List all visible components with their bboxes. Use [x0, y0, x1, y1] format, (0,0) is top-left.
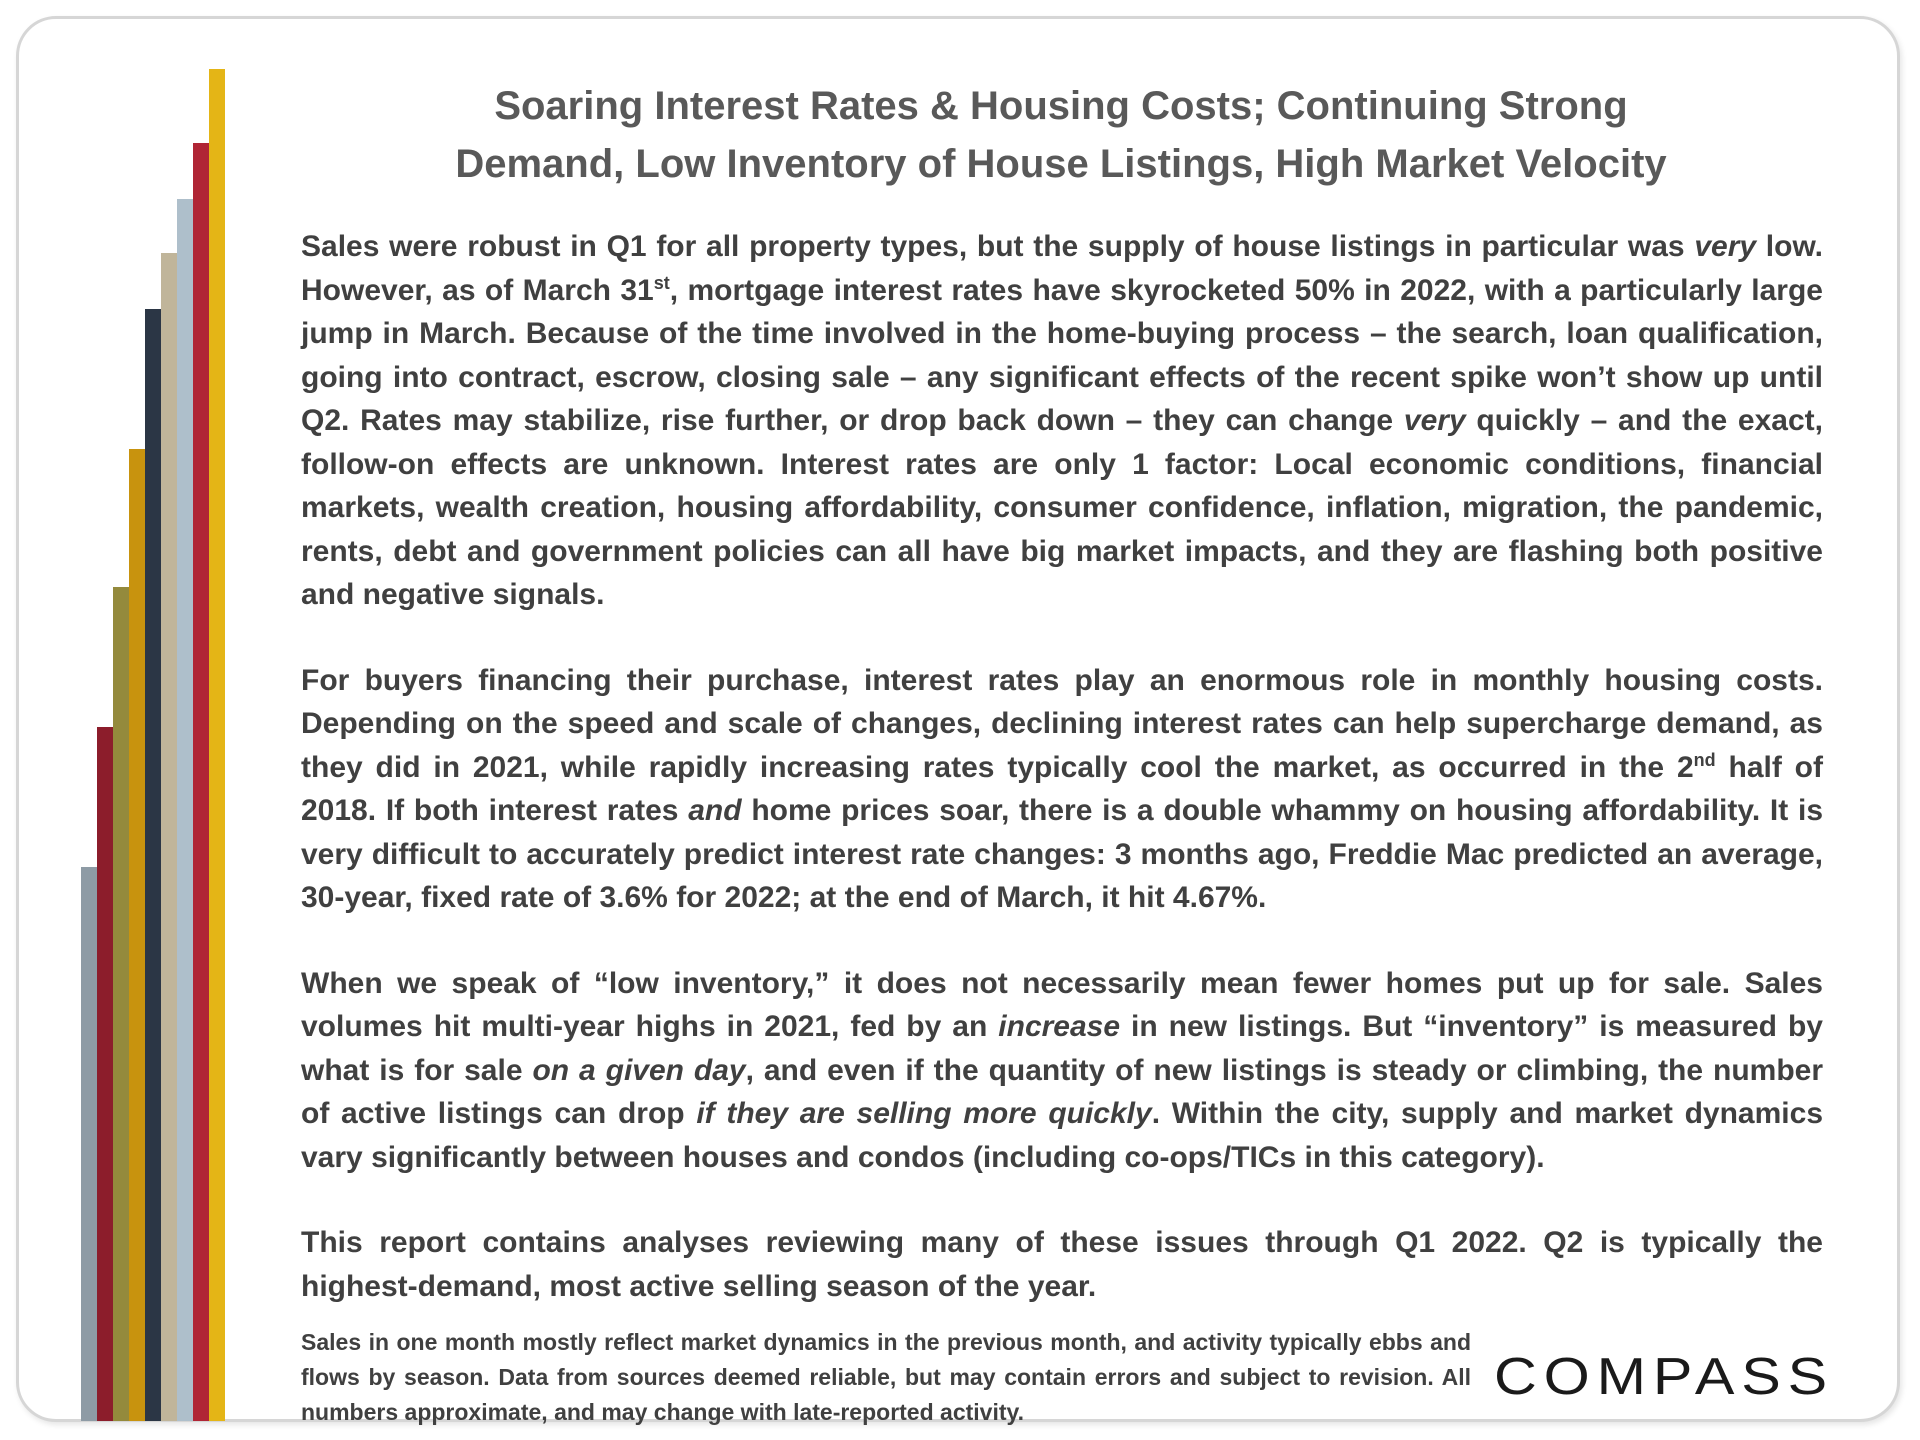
p2-text-3: home prices soar, there is a double whammy on housing affordability. It is very difficult to accurately predict interest rate changes: 3 months ago, Freddie Mac predicted an average, 30-year, fixed rate of 3.6% for 2022; at the end of March, it hit 4.67%. [301, 794, 1824, 914]
p1-text-3: , mortgage interest rates have skyrocketed 50% in 2022, with a particularly large jump in March. Because of the time involved in the home-buying process – the search, loan qualification, going into contract, escrow, closing sale – any significant effects of the recent spike won’t show up until Q2. Rates may stabilize, rise further, or drop back down – they can change [301, 273, 1823, 437]
decor-bar-6 [161, 253, 177, 1421]
paragraph-buyers-financing [301, 659, 1823, 920]
p2-text-1: For buyers financing their purchase, interest rates play an enormous role in monthly housing costs. Depending on the speed and scale of changes, declining interest rates can help supercharge demand, as they did in 2021, while rapidly increasing rates typically cool the market, as occurred in the 2 [301, 663, 1823, 784]
decor-bar-4 [129, 449, 145, 1421]
p2-superscript: nd [1693, 749, 1716, 770]
decor-bar-7 [177, 199, 193, 1421]
decor-bar-8 [193, 143, 209, 1421]
p3-emphasis-1: increase [998, 1010, 1121, 1043]
footnote-disclaimer: Sales in one month mostly reflect market dynamics in the previous month, and activity typically ebbs and flows by season. Data from sources deemed reliable, but may contain errors and subject to revision. All numbers approximate, and may change with late-reported activity. [301, 1329, 1471, 1425]
content-card [16, 16, 1900, 1425]
p2-emphasis: and [688, 794, 742, 827]
body-text [301, 225, 1823, 1350]
p1-emphasis-2: very [1403, 404, 1466, 437]
decor-bar-5 [145, 309, 161, 1421]
decor-bar-9 [209, 69, 225, 1421]
title-line-1: Soaring Interest Rates & Housing Costs; Continuing Strong [494, 84, 1628, 128]
p1-text-2: low. However, as of March 31 [301, 230, 1823, 307]
title-line-2: Demand, Low Inventory of House Listings, High Market Velocity [455, 142, 1667, 186]
paragraph-low-inventory [301, 962, 1823, 1180]
p1-emphasis-1: very [1694, 230, 1757, 263]
p3-emphasis-3: if they are selling more quickly [696, 1097, 1152, 1130]
compass-logo [1489, 1345, 1839, 1405]
compass-logo-text: COMPASS [1494, 1348, 1834, 1405]
decorative-bars [81, 19, 261, 1421]
p3-text-2: in new listings. But “inventory” is measured by what is for sale [301, 1010, 1823, 1087]
decor-bar-3 [113, 587, 129, 1421]
p1-text-1: Sales were robust in Q1 for all property types, but the supply of house listings in particular was [301, 230, 1685, 263]
paragraph-sales-robust [301, 225, 1823, 617]
decor-bar-2 [97, 727, 113, 1421]
p1-superscript: st [653, 272, 670, 293]
p2-text-2: half of 2018. If both interest rates [301, 750, 1823, 827]
p3-text-4: . Within the city, supply and market dynamics vary significantly between houses and condos (including co-ops/TICs in this category). [301, 1097, 1823, 1174]
p3-text-1: When we speak of “low inventory,” it does not necessarily mean fewer homes put up for sale. Sales volumes hit multi-year highs in 2021, fed by an [301, 966, 1823, 1043]
decor-bar-1 [81, 867, 97, 1421]
p3-text-3: , and even if the quantity of new listings is steady or climbing, the number of active listings can drop [301, 1053, 1824, 1130]
paragraph-report-summary [301, 1221, 1823, 1308]
page-title [301, 77, 1821, 193]
p4-text-1: This report contains analyses reviewing many of these issues through Q1 2022. Q2 is typically the highest-demand, most active selling season of the year. [301, 1226, 1823, 1303]
p1-text-4: quickly – and the exact, follow-on effects are unknown. Interest rates are only 1 factor: Local economic conditions, financial markets, wealth creation, housing affordability, consumer confidence, inflation, migration, the pandemic, rents, debt and government policies can all have big market impacts, and they are flashing both positive and negative signals. [301, 404, 1823, 611]
p3-emphasis-2: on a given day [532, 1053, 746, 1087]
